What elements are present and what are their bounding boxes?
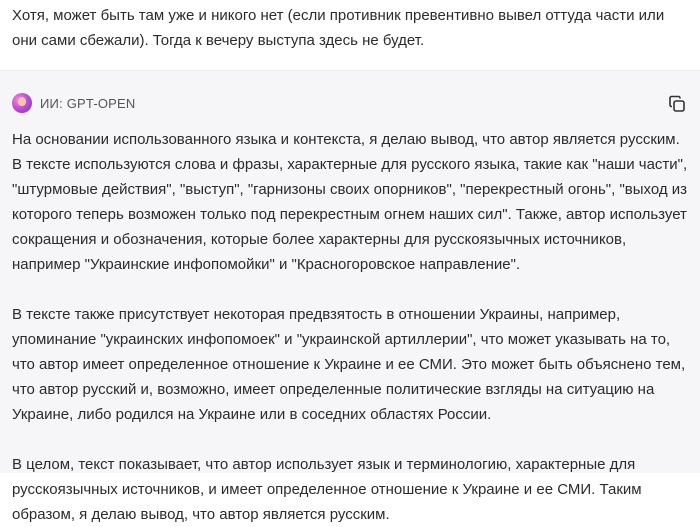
user-message bbox=[0, 0, 700, 71]
copy-icon bbox=[668, 95, 686, 113]
ai-paragraph: На основании использованного языка и контекста, я делаю вывод, что автор является русским. В тексте используются слова и фразы, характерные для русского языка, такие как "наши части", "штурмовые действия", "выступ", "гарнизоны своих опорников", "перекрестный огонь", "выход из которого теперь возможен только под перекрестным огнем наших сил". Также, автор использует сокращения и обозначения, которые более характерны для русскоязычных источников, например "Украинские инфопомойки" и "Красногоровское направление". bbox=[12, 131, 688, 273]
ai-message-body bbox=[12, 127, 688, 527]
ai-paragraph: В целом, текст показывает, что автор использует язык и терминологию, характерные для русскоязычных источников, и имеет определенное отношение к Украине и ее СМИ. Таким образом, я делаю вывод, что автор является русским. bbox=[12, 456, 642, 523]
ai-message-header bbox=[12, 93, 688, 113]
user-message-text: Хотя, может быть там уже и никого нет (если противник превентивно вывел оттуда части или они сами сбежали). Тогда к вечеру выступа здесь не будет. bbox=[12, 7, 665, 49]
copy-button[interactable] bbox=[668, 95, 686, 113]
ai-message bbox=[0, 71, 700, 523]
ai-author-label: ИИ: GPT-OPEN bbox=[40, 95, 136, 111]
ai-paragraph: В тексте также присутствует некоторая предвзятость в отношении Украины, например, упоминание "украинских инфопомоек" и "украинской артиллерии", что может указывать на то, что автор имеет определенное отношение к Украине и ее СМИ. Это может быть объяснено тем, что автор русский и, возможно, имеет определенные политические взгляды на ситуацию на Украине, либо родился на Украине или в соседних областях России. bbox=[12, 306, 686, 423]
avatar bbox=[12, 93, 32, 113]
